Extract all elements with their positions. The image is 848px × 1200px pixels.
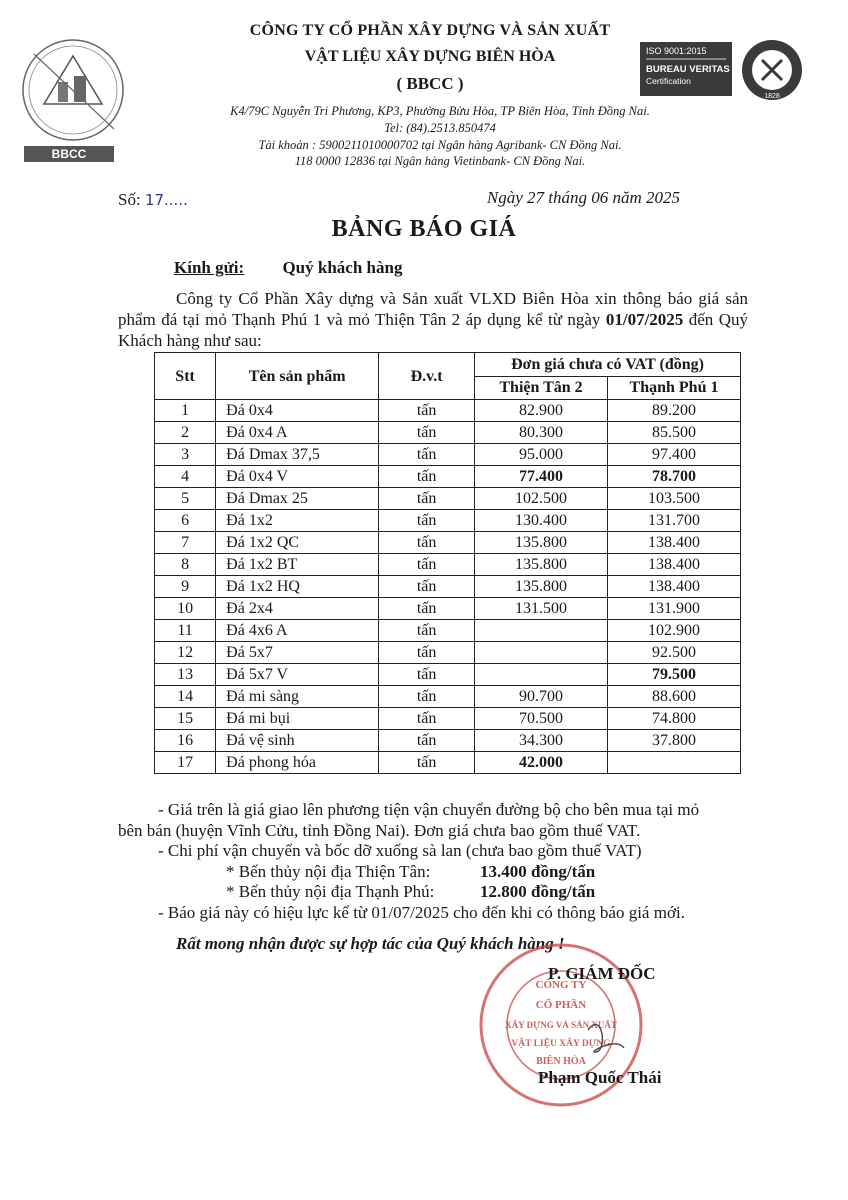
cell-stt: 10 <box>155 598 216 620</box>
note-3-label: * Bến thủy nội địa Thiện Tân: <box>226 861 431 881</box>
cell-product-name: Đá Dmax 37,5 <box>216 444 379 466</box>
cell-unit: tấn <box>379 488 475 510</box>
cell-thanh-phu-1-price: 97.400 <box>608 444 741 466</box>
cell-unit: tấn <box>379 730 475 752</box>
stamp-line4: VẬT LIỆU XÂY DỰNG <box>511 1039 611 1049</box>
cell-thien-tan-2-price: 102.500 <box>475 488 608 510</box>
cell-unit: tấn <box>379 642 475 664</box>
cell-stt: 16 <box>155 730 216 752</box>
cell-thien-tan-2-price: 131.500 <box>475 598 608 620</box>
cell-unit: tấn <box>379 686 475 708</box>
table-row <box>155 686 741 708</box>
recipient <box>174 258 402 278</box>
cell-unit: tấn <box>379 400 475 422</box>
cell-stt: 4 <box>155 466 216 488</box>
cell-thanh-phu-1-price: 138.400 <box>608 532 741 554</box>
cell-product-name: Đá 2x4 <box>216 598 379 620</box>
logo-text: BBCC <box>51 147 87 161</box>
cell-stt: 14 <box>155 686 216 708</box>
cell-unit: tấn <box>379 444 475 466</box>
note-1a: - Giá trên là giá giao lên phương tiện vận chuyển đường bộ cho bên mua tại mỏ <box>158 800 700 819</box>
cell-thien-tan-2-price: 135.800 <box>475 554 608 576</box>
table-row <box>155 488 741 510</box>
cell-thien-tan-2-price: 70.500 <box>475 708 608 730</box>
table-row <box>155 554 741 576</box>
table-row <box>155 620 741 642</box>
certification-badge <box>640 38 808 102</box>
cell-product-name: Đá phong hóa <box>216 752 379 774</box>
cell-thien-tan-2-price: 135.800 <box>475 576 608 598</box>
note-2: - Chi phí vận chuyển và bốc dỡ xuống sà lan (chưa bao gồm thuế VAT) <box>158 841 642 860</box>
document-date: Ngày 27 tháng 06 năm 2025 <box>486 188 680 207</box>
cell-unit: tấn <box>379 598 475 620</box>
cell-unit: tấn <box>379 466 475 488</box>
cell-thien-tan-2-price: 135.800 <box>475 532 608 554</box>
cell-thien-tan-2-price: 77.400 <box>475 466 608 488</box>
cell-thien-tan-2-price: 90.700 <box>475 686 608 708</box>
cert-name: BUREAU VERITAS <box>646 64 730 75</box>
stamp-line2: CỔ PHẦN <box>535 999 587 1011</box>
cell-thanh-phu-1-price: 78.700 <box>608 466 741 488</box>
cell-stt: 13 <box>155 664 216 686</box>
cell-thien-tan-2-price: 95.000 <box>475 444 608 466</box>
document-title: BẢNG BÁO GIÁ <box>331 216 517 242</box>
thanks-line: Rất mong nhận được sự hợp tác của Quý khách hàng ! <box>176 934 565 953</box>
company-name-line2: VẬT LIỆU XÂY DỰNG BIÊN HÒA <box>304 48 556 65</box>
cell-thanh-phu-1-price <box>608 752 741 774</box>
note-4 <box>118 882 758 903</box>
table-row <box>155 422 741 444</box>
table-row <box>155 664 741 686</box>
cell-thanh-phu-1-price: 85.500 <box>608 422 741 444</box>
document-number-value: 17..... <box>144 191 188 209</box>
note-3-value: 13.400 đồng/tấn <box>480 861 596 881</box>
cell-thanh-phu-1-price: 89.200 <box>608 400 741 422</box>
header-unit: Đ.v.t <box>379 353 475 400</box>
notes-section <box>118 800 758 923</box>
company-address: K4/79C Nguyễn Tri Phương, KP3, Phường Bửu Hòa, TP Biên Hòa, Tỉnh Đồng Nai. <box>230 104 650 118</box>
cell-stt: 1 <box>155 400 216 422</box>
cell-thien-tan-2-price: 82.900 <box>475 400 608 422</box>
bank-account-1: Tài khoản : 5900211010000702 tại Ngân hàng Agribank- CN Đồng Nai. <box>258 138 622 152</box>
cell-thanh-phu-1-price: 88.600 <box>608 686 741 708</box>
cell-stt: 2 <box>155 422 216 444</box>
header-stt: Stt <box>155 353 216 400</box>
note-3 <box>118 862 758 883</box>
cert-year: 1828 <box>764 93 780 100</box>
cell-unit: tấn <box>379 422 475 444</box>
table-row <box>155 466 741 488</box>
cell-unit: tấn <box>379 620 475 642</box>
cell-product-name: Đá mi sàng <box>216 686 379 708</box>
cell-thanh-phu-1-price: 103.500 <box>608 488 741 510</box>
table-row <box>155 730 741 752</box>
cell-product-name: Đá 0x4 <box>216 400 379 422</box>
cell-thanh-phu-1-price: 138.400 <box>608 554 741 576</box>
header-product-name: Tên sản phẩm <box>216 353 379 400</box>
note-1b: bên bán (huyện Vĩnh Cửu, tỉnh Đồng Nai). Đơn giá chưa bao gồm thuế VAT. <box>118 820 641 840</box>
cell-product-name: Đá 1x2 BT <box>216 554 379 576</box>
bank-account-2: 118 0000 12836 tại Ngân hàng Vietinbank- CN Đồng Nai. <box>294 154 586 168</box>
signer-name: Phạm Quốc Thái <box>538 1068 662 1087</box>
company-phone: Tel: (84).2513.850474 <box>384 121 496 135</box>
cell-product-name: Đá 1x2 <box>216 510 379 532</box>
cell-product-name: Đá mi bụi <box>216 708 379 730</box>
cell-stt: 6 <box>155 510 216 532</box>
cell-product-name: Đá 5x7 <box>216 642 379 664</box>
cert-sub: Certification <box>646 76 691 86</box>
header-price: Đơn giá chưa có VAT (đồng) <box>475 353 741 377</box>
stamp-line1: CÔNG TY <box>535 979 587 991</box>
cell-stt: 12 <box>155 642 216 664</box>
note-5: - Báo giá này có hiệu lực kể từ 01/07/2025 cho đến khi có thông báo giá mới. <box>158 902 685 922</box>
cell-thanh-phu-1-price: 92.500 <box>608 642 741 664</box>
signer-title: P. GIÁM ĐỐC <box>548 964 656 983</box>
cell-product-name: Đá vệ sinh <box>216 730 379 752</box>
cell-thien-tan-2-price <box>475 620 608 642</box>
document-number <box>118 190 188 210</box>
cell-unit: tấn <box>379 510 475 532</box>
cell-unit: tấn <box>379 532 475 554</box>
table-row <box>155 708 741 730</box>
price-table <box>154 352 741 774</box>
cell-thanh-phu-1-price: 131.700 <box>608 510 741 532</box>
header-thanh-phu-1: Thạnh Phú 1 <box>608 376 741 400</box>
cell-thanh-phu-1-price: 102.900 <box>608 620 741 642</box>
cert-iso: ISO 9001:2015 <box>646 46 707 56</box>
company-logo <box>14 34 132 164</box>
cell-product-name: Đá Dmax 25 <box>216 488 379 510</box>
header-thien-tan-2: Thiện Tân 2 <box>475 376 608 400</box>
company-name-line1: CÔNG TY CỔ PHẦN XÂY DỰNG VÀ SẢN XUẤT <box>249 22 611 39</box>
cell-stt: 3 <box>155 444 216 466</box>
intro-paragraph <box>118 288 748 351</box>
cell-stt: 5 <box>155 488 216 510</box>
table-row <box>155 576 741 598</box>
cell-thanh-phu-1-price: 79.500 <box>608 664 741 686</box>
cell-product-name: Đá 0x4 V <box>216 466 379 488</box>
table-row <box>155 642 741 664</box>
cell-product-name: Đá 0x4 A <box>216 422 379 444</box>
cell-thien-tan-2-price: 80.300 <box>475 422 608 444</box>
recipient-value: Quý khách hàng <box>282 258 403 277</box>
cell-stt: 11 <box>155 620 216 642</box>
cell-product-name: Đá 1x2 HQ <box>216 576 379 598</box>
cell-thanh-phu-1-price: 37.800 <box>608 730 741 752</box>
cell-product-name: Đá 1x2 QC <box>216 532 379 554</box>
stamp-line5: BIÊN HÒA <box>536 1056 586 1067</box>
intro-effective-date: 01/07/2025 <box>605 310 684 329</box>
cell-thanh-phu-1-price: 74.800 <box>608 708 741 730</box>
cell-unit: tấn <box>379 708 475 730</box>
stamp-line3: XÂY DỰNG VÀ SẢN XUẤT <box>505 1020 617 1030</box>
cell-stt: 9 <box>155 576 216 598</box>
intro-text-2: đến Quý Khách hàng như sau: <box>118 310 748 350</box>
cell-thien-tan-2-price: 130.400 <box>475 510 608 532</box>
company-short-name: ( BBCC ) <box>396 74 464 93</box>
cell-thien-tan-2-price: 34.300 <box>475 730 608 752</box>
table-row <box>155 532 741 554</box>
cell-thanh-phu-1-price: 138.400 <box>608 576 741 598</box>
table-row <box>155 510 741 532</box>
cell-stt: 15 <box>155 708 216 730</box>
table-row <box>155 444 741 466</box>
table-row <box>155 598 741 620</box>
cell-unit: tấn <box>379 554 475 576</box>
cell-thien-tan-2-price <box>475 642 608 664</box>
note-4-label: * Bến thủy nội địa Thạnh Phú: <box>226 882 435 901</box>
cell-thanh-phu-1-price: 131.900 <box>608 598 741 620</box>
cell-stt: 7 <box>155 532 216 554</box>
cell-product-name: Đá 5x7 V <box>216 664 379 686</box>
cell-stt: 17 <box>155 752 216 774</box>
cell-stt: 8 <box>155 554 216 576</box>
table-row <box>155 400 741 422</box>
table-row <box>155 752 741 774</box>
cell-unit: tấn <box>379 576 475 598</box>
cell-thien-tan-2-price: 42.000 <box>475 752 608 774</box>
note-4-value: 12.800 đồng/tấn <box>480 882 596 901</box>
intro-text-1: Công ty Cổ Phần Xây dựng và Sản xuất VLXD Biên Hòa xin thông báo giá sản phẩm đá tại mỏ Thạnh Phú 1 và mỏ Thiện Tân 2 áp dụng kể từ ngày <box>118 289 748 329</box>
cell-thien-tan-2-price <box>475 664 608 686</box>
recipient-label: Kính gửi: <box>174 258 245 277</box>
cell-unit: tấn <box>379 664 475 686</box>
cell-product-name: Đá 4x6 A <box>216 620 379 642</box>
document-number-label: Số: <box>118 190 141 209</box>
cell-unit: tấn <box>379 752 475 774</box>
